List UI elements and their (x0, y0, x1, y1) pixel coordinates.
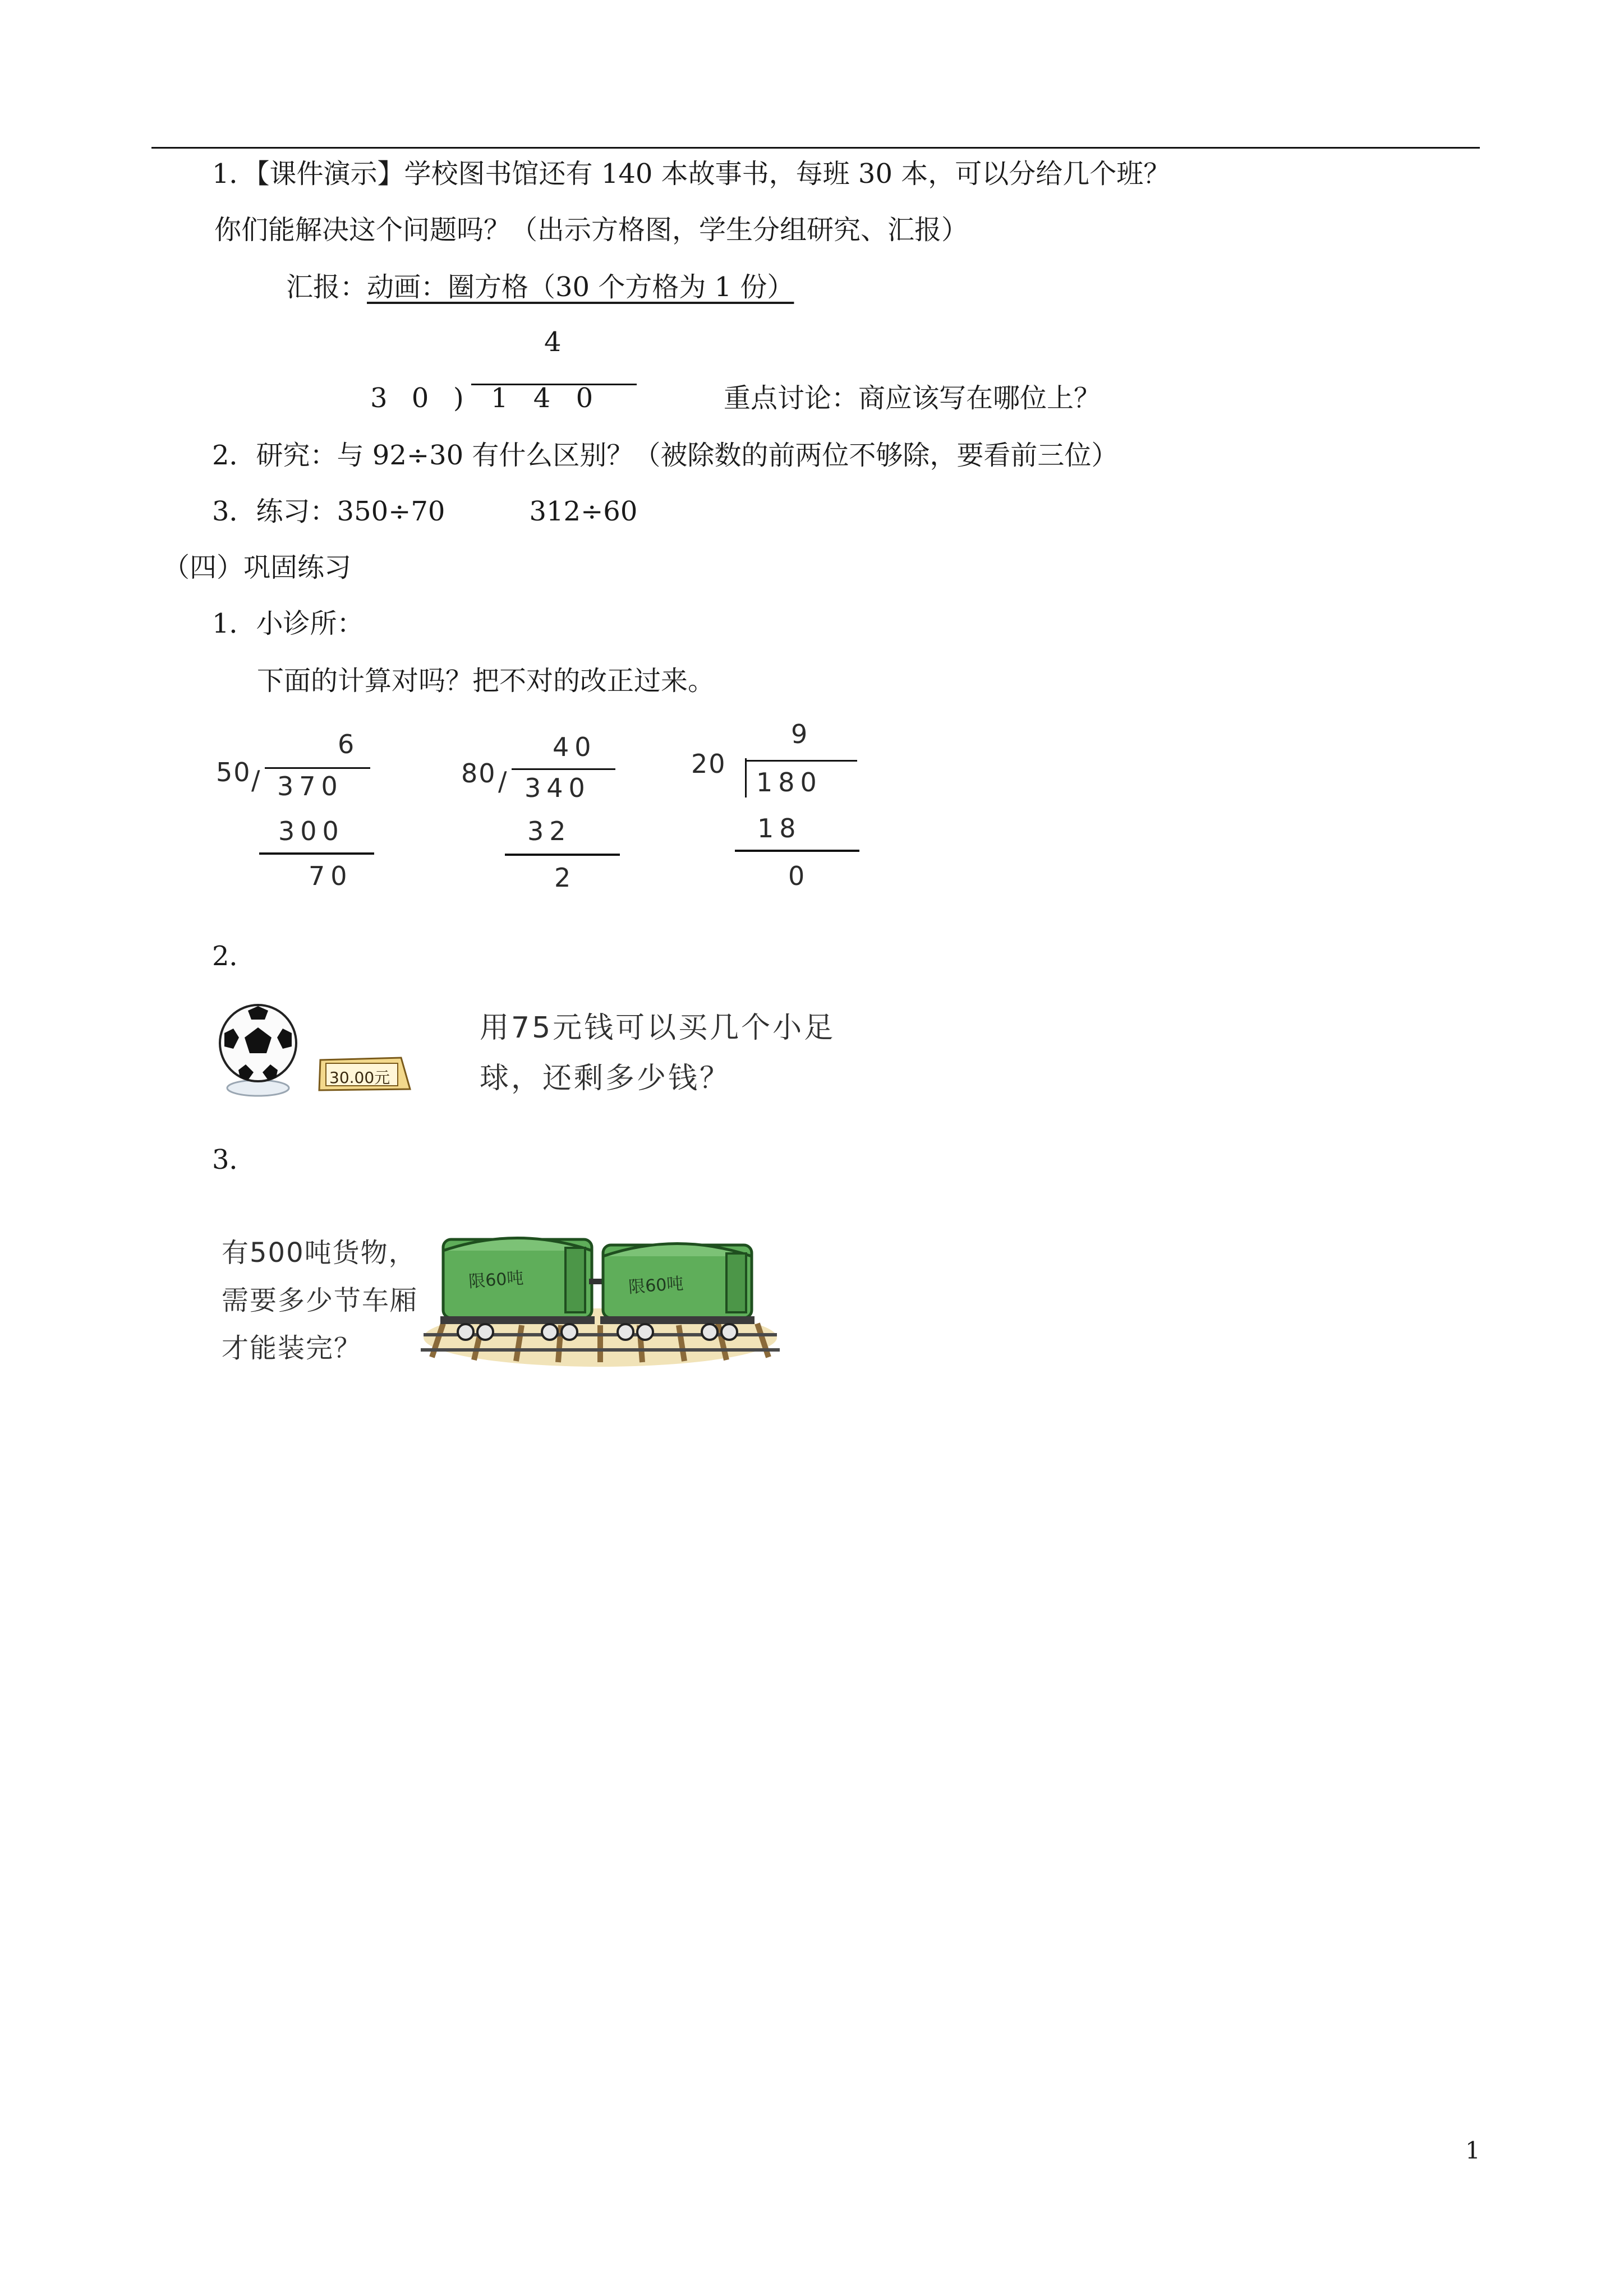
sum-top-bar (745, 760, 857, 762)
sum-product: 300 (278, 816, 344, 846)
research-item: 2．研究：与 92÷30 有什么区别？（被除数的前两位不够除，要看前三位） (212, 440, 1119, 471)
page-number: 1 (1465, 2137, 1480, 2164)
price-tag-text: 30.00元 (329, 1068, 390, 1087)
sum-quotient: 40 (553, 732, 597, 762)
report-animation: 动画：圈方格（30 个方格为 1 份） (367, 271, 794, 303)
sum-divisor: 80 (461, 758, 496, 789)
football-question-line-1: 用75元钱可以买几个小足 (480, 1011, 836, 1045)
sum-bracket: / (251, 765, 266, 795)
sum-product: 32 (527, 816, 572, 846)
cargo-question-line-3: 才能装完？ (222, 1333, 362, 1364)
lesson-line-1: 1．【课件演示】学校图书馆还有 140 本故事书，每班 30 本，可以分给几个班？ (212, 158, 1171, 190)
division-dividend: 1 4 0 (491, 382, 594, 414)
wagon-1-label: 限60吨 (468, 1268, 525, 1292)
report-line (286, 270, 794, 304)
lesson-line-2: 你们能解决这个问题吗？（出示方格图，学生分组研究、汇报） (214, 214, 969, 246)
football-item-label: 2． (212, 940, 256, 972)
division-quotient: 4 (544, 326, 562, 358)
sum-bottom-bar (259, 852, 374, 855)
sum-divisor: 20 (691, 749, 726, 779)
freight-train-illustration (421, 1225, 780, 1388)
division-bracket: ) (453, 382, 464, 414)
sum-top-bar (265, 767, 370, 769)
sum-bracket-line (745, 758, 747, 797)
sum-quotient: 6 (338, 729, 360, 759)
section-heading: （四）巩固练习 (163, 552, 352, 583)
practice-label: 3．练习：350÷70 (212, 496, 445, 527)
sum-dividend: 340 (525, 773, 591, 803)
football-question-line-2: 球，还剩多少钱？ (480, 1062, 732, 1095)
sum-top-bar (512, 768, 615, 770)
sum-divisor: 50 (216, 757, 251, 787)
sum-quotient: 9 (791, 719, 813, 749)
sum-remainder: 0 (788, 861, 811, 891)
clinic-label: 1．小诊所： (212, 608, 364, 639)
cargo-item-label: 3． (212, 1144, 256, 1175)
sum-remainder: 2 (554, 863, 577, 893)
sum-dividend: 180 (756, 767, 822, 797)
header-rule (151, 147, 1480, 149)
sum-product: 18 (757, 813, 802, 843)
football-icon (213, 998, 303, 1099)
sum-bottom-bar (505, 854, 620, 856)
clinic-prompt: 下面的计算对吗？把不对的改正过来。 (257, 665, 715, 697)
sum-bottom-bar (735, 850, 859, 852)
practice-expression-b: 312÷60 (529, 496, 638, 527)
cargo-question-line-1: 有500吨货物， (222, 1237, 417, 1269)
cargo-question-line-2: 需要多少节车厢 (222, 1285, 418, 1316)
practice-item (212, 495, 637, 528)
price-tag (317, 1054, 412, 1094)
report-label: 汇报： (286, 271, 367, 303)
sum-remainder: 70 (309, 861, 353, 891)
wagon-2-label: 限60吨 (628, 1274, 684, 1298)
sum-bracket: / (498, 766, 513, 796)
discussion-note: 重点讨论：商应该写在哪位上？ (724, 382, 1101, 414)
sum-dividend: 370 (277, 771, 343, 801)
division-divisor: 3 0 (370, 382, 429, 414)
